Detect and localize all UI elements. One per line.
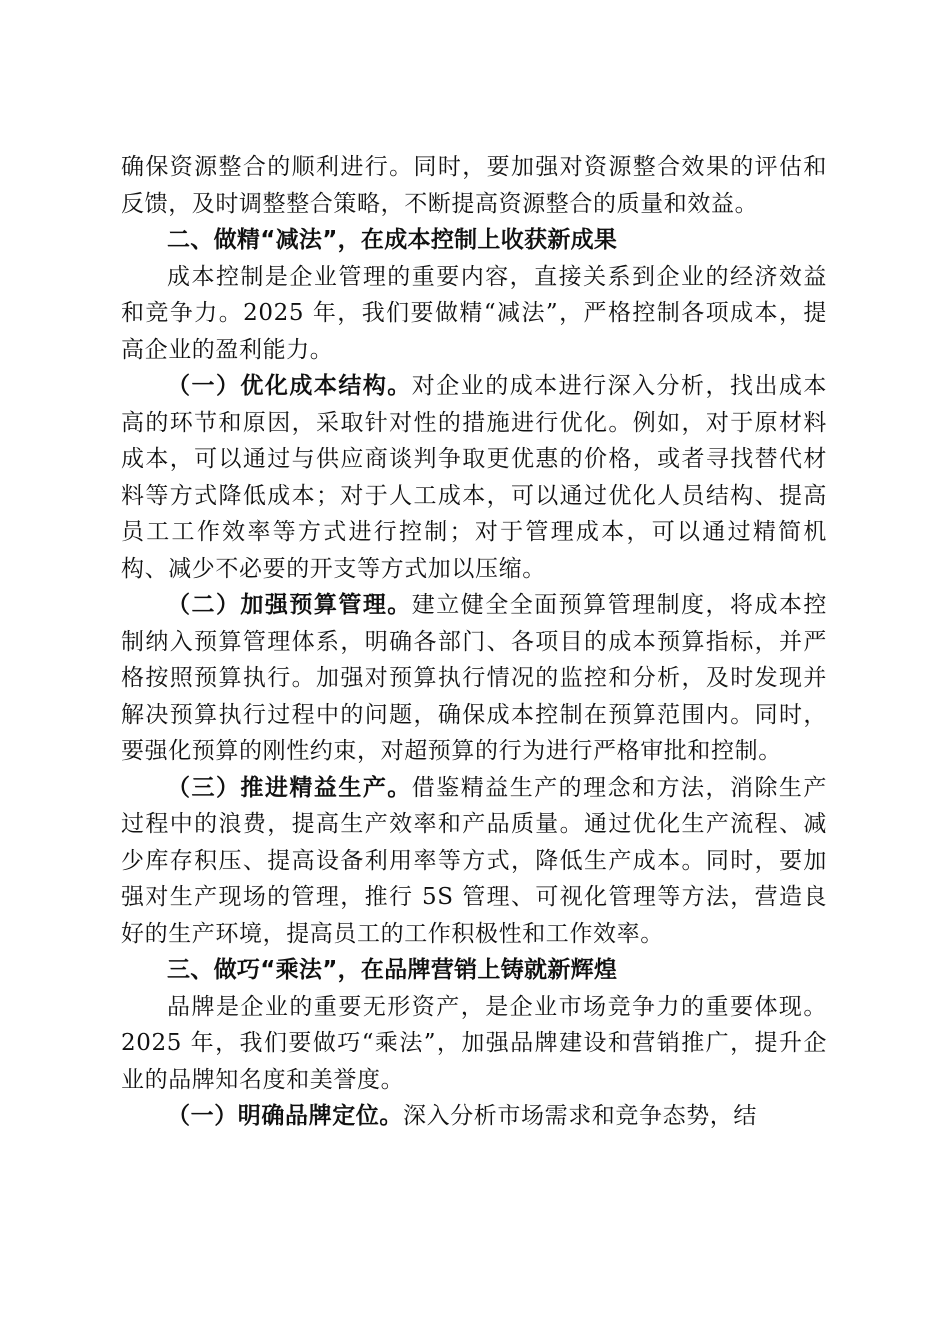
paragraph-optimize-cost-structure [121, 368, 827, 587]
subsection-title: （三）推进精益生产。 [167, 774, 412, 801]
paragraph-lean-production [121, 770, 827, 953]
paragraph-brand-intro [121, 989, 827, 1099]
subsection-title: （一）明确品牌定位。 [167, 1103, 403, 1129]
heading-text: 二、做精“减法”，在成本控制上收获新成果 [167, 227, 618, 253]
subsection-title: （一）优化成本结构。 [167, 373, 412, 399]
subsection-title: （二）加强预算管理。 [167, 592, 412, 618]
paragraph-text: 确保资源整合的顺利进行。同时，要加强对资源整合效果的评估和反馈，及时调整整合策略，不断提高资源整合的质量和效益。 [121, 154, 827, 217]
paragraph-text: 借鉴精益生产的理念和方法，消除生产过程中的浪费，提高生产效率和产品质量。通过优化生产流程、减少库存积压、提高设备利用率等方式，降低生产成本。同时，要加强对生产现场的管理，推行 5S 管理、可视化管理等方法，营造良好的生产环境，提高员工的工作积极性和工作效率。 [121, 774, 828, 947]
paragraph-budget-management [121, 587, 827, 770]
document-body [121, 149, 827, 1135]
paragraph-text: 深入分析市场需求和竞争态势，结 [403, 1103, 757, 1129]
paragraph-text: 对企业的成本进行深入分析，找出成本高的环节和原因，采取针对性的措施进行优化。例如，对于原材料成本，可以通过与供应商谈判争取更优惠的价格，或者寻找替代材料等方式降低成本；对于人工成本，可以通过优化人员结构、提高员工工作效率等方式进行控制；对于管理成本，可以通过精简机构、减少不必要的开支等方式加以压缩。 [121, 373, 828, 582]
paragraph-text: 成本控制是企业管理的重要内容，直接关系到企业的经济效益和竞争力。2025 年，我们要做精“减法”，严格控制各项成本，提高企业的盈利能力。 [121, 263, 827, 363]
section-heading-2 [121, 222, 827, 259]
paragraph-brand-positioning [121, 1098, 827, 1135]
heading-text: 三、做巧“乘法”，在品牌营销上铸就新辉煌 [167, 957, 618, 983]
paragraph-cost-control-intro [121, 259, 827, 369]
section-heading-3 [121, 952, 827, 989]
paragraph-continuation [121, 149, 827, 222]
paragraph-text: 建立健全全面预算管理制度，将成本控制纳入预算管理体系，明确各部门、各项目的成本预算指标，并严格按照预算执行。加强对预算执行情况的监控和分析，及时发现并解决预算执行过程中的问题，确保成本控制在预算范围内。同时，要强化预算的刚性约束，对超预算的行为进行严格审批和控制。 [121, 592, 828, 764]
paragraph-text: 品牌是企业的重要无形资产，是企业市场竞争力的重要体现。2025 年，我们要做巧“乘法”，加强品牌建设和营销推广，提升企业的品牌知名度和美誉度。 [121, 993, 827, 1093]
